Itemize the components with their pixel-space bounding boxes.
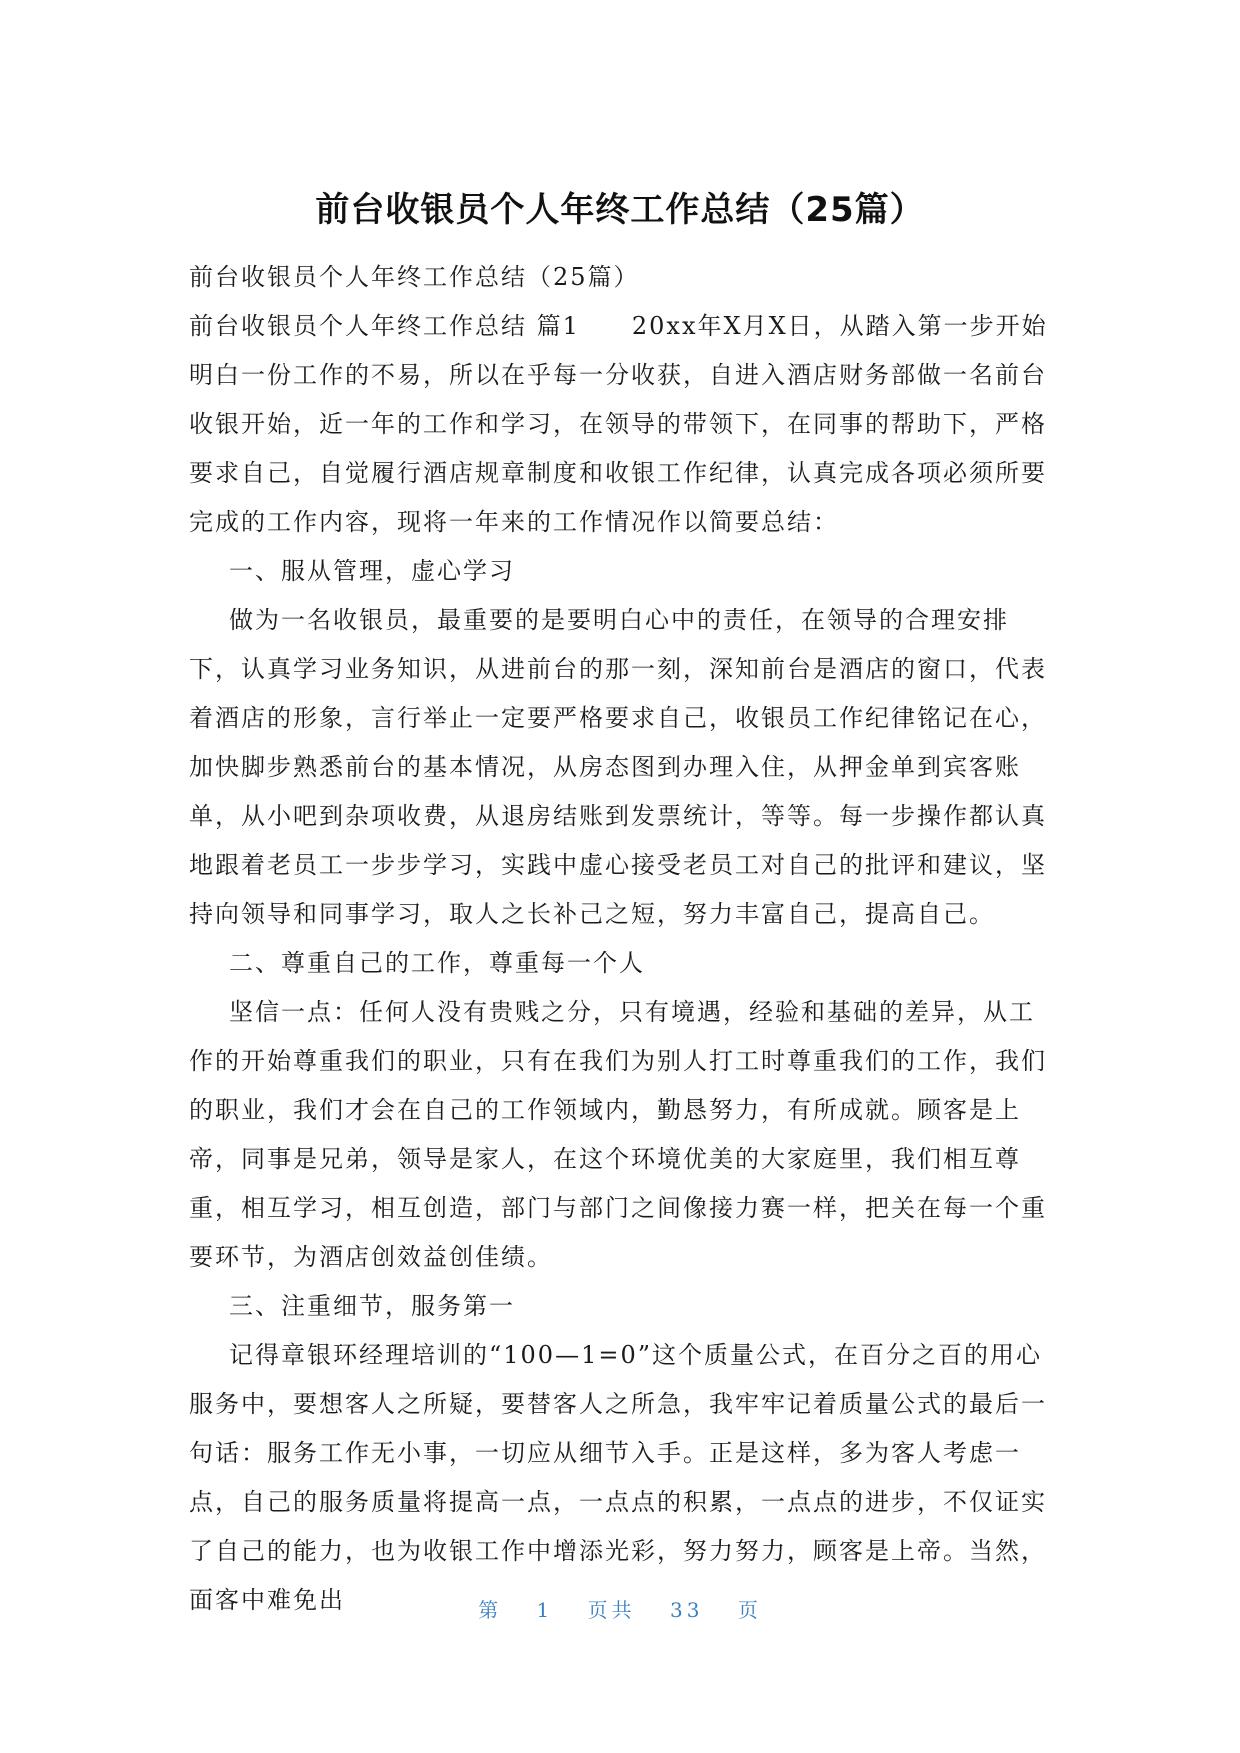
section-heading-3: 三、注重细节，服务第一 [229,1292,515,1320]
footer-suffix: 页 [737,1598,762,1622]
section-heading-1: 一、服从管理，虚心学习 [229,557,515,585]
footer-page-number: 1 [536,1598,554,1622]
document-body [189,253,1049,1625]
page-footer [0,1596,1240,1624]
footer-total-pages: 33 [670,1598,704,1622]
paragraph-section-1: 做为一名收银员，最重要的是要明白心中的责任，在领导的合理安排下，认真学习业务知识，从进前台的那一刻，深知前台是酒店的窗口，代表着酒店的形象，言行举止一定要严格要求自己，收银员工作纪律铭记在心，加快脚步熟悉前台的基本情况，从房态图到办理入住，从押金单到宾客账单，从小吧到杂项收费，从退房结账到发票统计，等等。每一步操作都认真地跟着老员工一步步学习，实践中虚心接受老员工对自己的批评和建议，坚持向领导和同事学习，取人之长补己之短，努力丰富自己，提高自己。 [189,606,1047,928]
footer-middle: 页共 [587,1598,636,1622]
paragraph-section-2: 坚信一点：任何人没有贵贱之分，只有境遇，经验和基础的差异，从工作的开始尊重我们的职业，只有在我们为别人打工时尊重我们的工作，我们的职业，我们才会在自己的工作领域内，勤恳努力，有所成就。顾客是上帝，同事是兄弟，领导是家人，在这个环境优美的大家庭里，我们相互尊重，相互学习，相互创造，部门与部门之间像接力赛一样，把关在每一个重要环节，为酒店创效益创佳绩。 [189,998,1047,1271]
section-heading-2: 二、尊重自己的工作，尊重每一个人 [229,949,645,977]
footer-prefix: 第 [478,1598,503,1622]
paragraph-subtitle: 前台收银员个人年终工作总结（25篇） [189,263,640,291]
document-title: 前台收银员个人年终工作总结（25篇） [315,190,925,230]
paragraph-section-3: 记得章银环经理培训的“100—1=0”这个质量公式，在百分之百的用心服务中，要想客人之所疑，要替客人之所急，我牢牢记着质量公式的最后一句话：服务工作无小事，一切应从细节入手。正是这样，多为客人考虑一点，自己的服务质量将提高一点，一点点的积累，一点点的进步，不仅证实了自己的能力，也为收银工作中增添光彩，努力努力，顾客是上帝。当然，面客中难免出 [189,1341,1047,1614]
paragraph-intro: 前台收银员个人年终工作总结 篇1 20xx年X月X日，从踏入第一步开始明白一份工作的不易，所以在乎每一分收获，自进入酒店财务部做一名前台收银开始，近一年的工作和学习，在领导的带领下，在同事的帮助下，严格要求自己，自觉履行酒店规章制度和收银工作纪律，认真完成各项必须所要完成的工作内容，现将一年来的工作情况作以简要总结： [189,312,1048,536]
